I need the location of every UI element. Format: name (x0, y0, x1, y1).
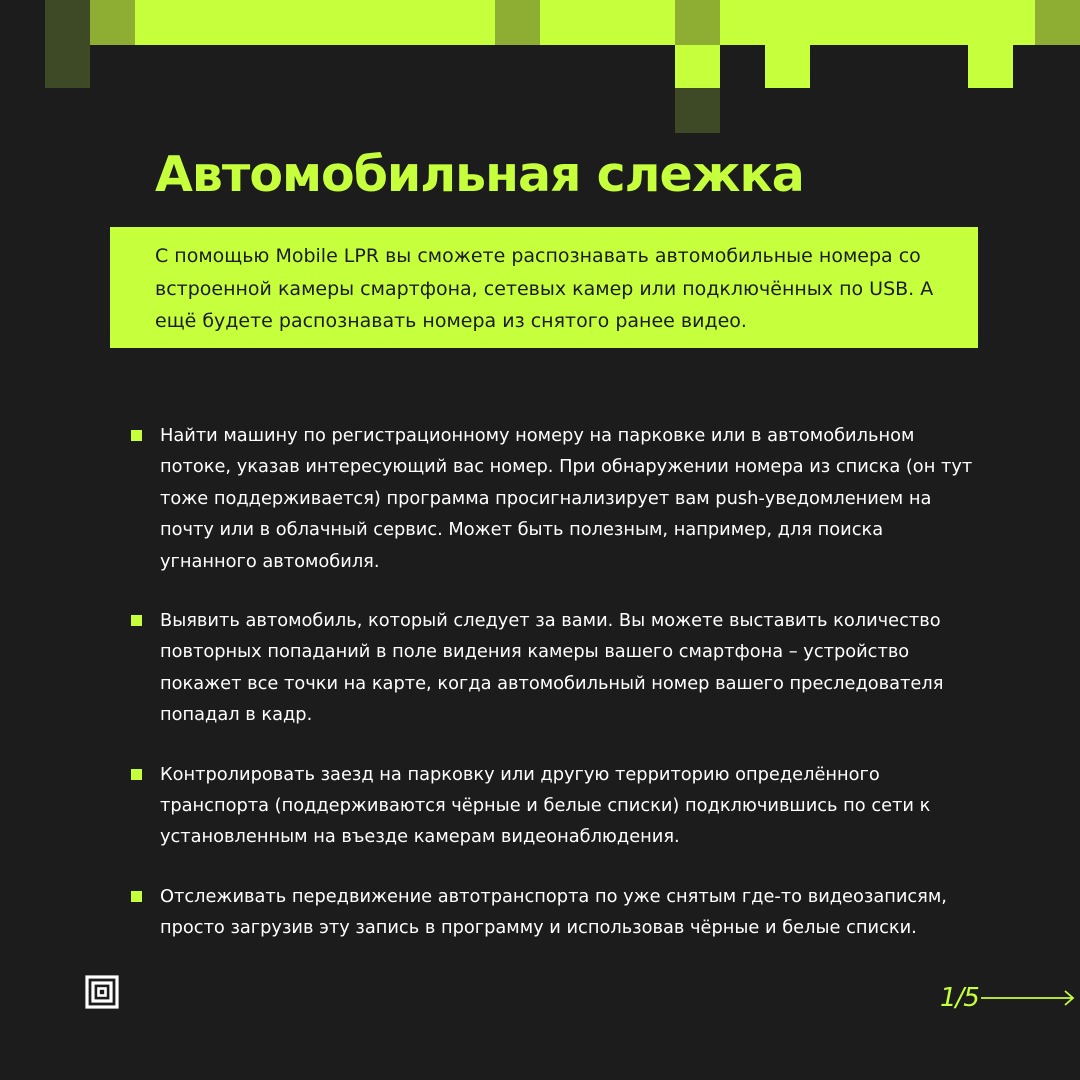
arrow-right-icon[interactable] (981, 988, 1076, 1008)
intro-text: С помощью Mobile LPR вы сможете распознавать автомобильные номера со встроенной камеры смартфона, сетевых камер или подключённых по USB. А ещё будете распознавать номера из снятого ранее видео. (155, 245, 934, 332)
page-title: Автомобильная слежка (155, 146, 804, 203)
feature-text: Выявить автомобиль, который следует за вами. Вы можете выставить количество повторных попаданий в поле видения камеры вашего смартфона – устройство покажет все точки на карте, когда автомобильный номер вашего преследователя попадал в кадр. (160, 610, 944, 726)
list-item (130, 605, 980, 731)
square-bullet-icon (131, 430, 142, 441)
list-item (130, 881, 980, 944)
intro-box (110, 227, 978, 348)
feature-text: Найти машину по регистрационному номеру на парковке или в автомобильном потоке, указав интересующий вас номер. При обнаружении номера из списка (он тут тоже поддерживается) программа просигнализирует вам push-уведомлением на почту или в облачный сервис. Может быть полезным, например, для поиска угнанного автомобиля. (160, 425, 973, 572)
feature-list (130, 420, 980, 972)
page-counter: 1/5 (940, 983, 979, 1013)
logo-icon (85, 975, 119, 1009)
page-indicator[interactable] (940, 978, 1076, 1018)
square-bullet-icon (131, 769, 142, 780)
square-bullet-icon (131, 615, 142, 626)
feature-text: Контролировать заезд на парковку или другую территорию определённого транспорта (поддерживаются чёрные и белые списки) подключившись по сети к установленным на въезде камерам видеонаблюдения. (160, 763, 931, 848)
square-bullet-icon (131, 891, 142, 902)
list-item (130, 420, 980, 577)
list-item (130, 759, 980, 853)
feature-text: Отслеживать передвижение автотранспорта по уже снятым где-то видеозаписям, просто загрузив эту запись в программу и использовав чёрные и белые списки. (160, 885, 947, 939)
